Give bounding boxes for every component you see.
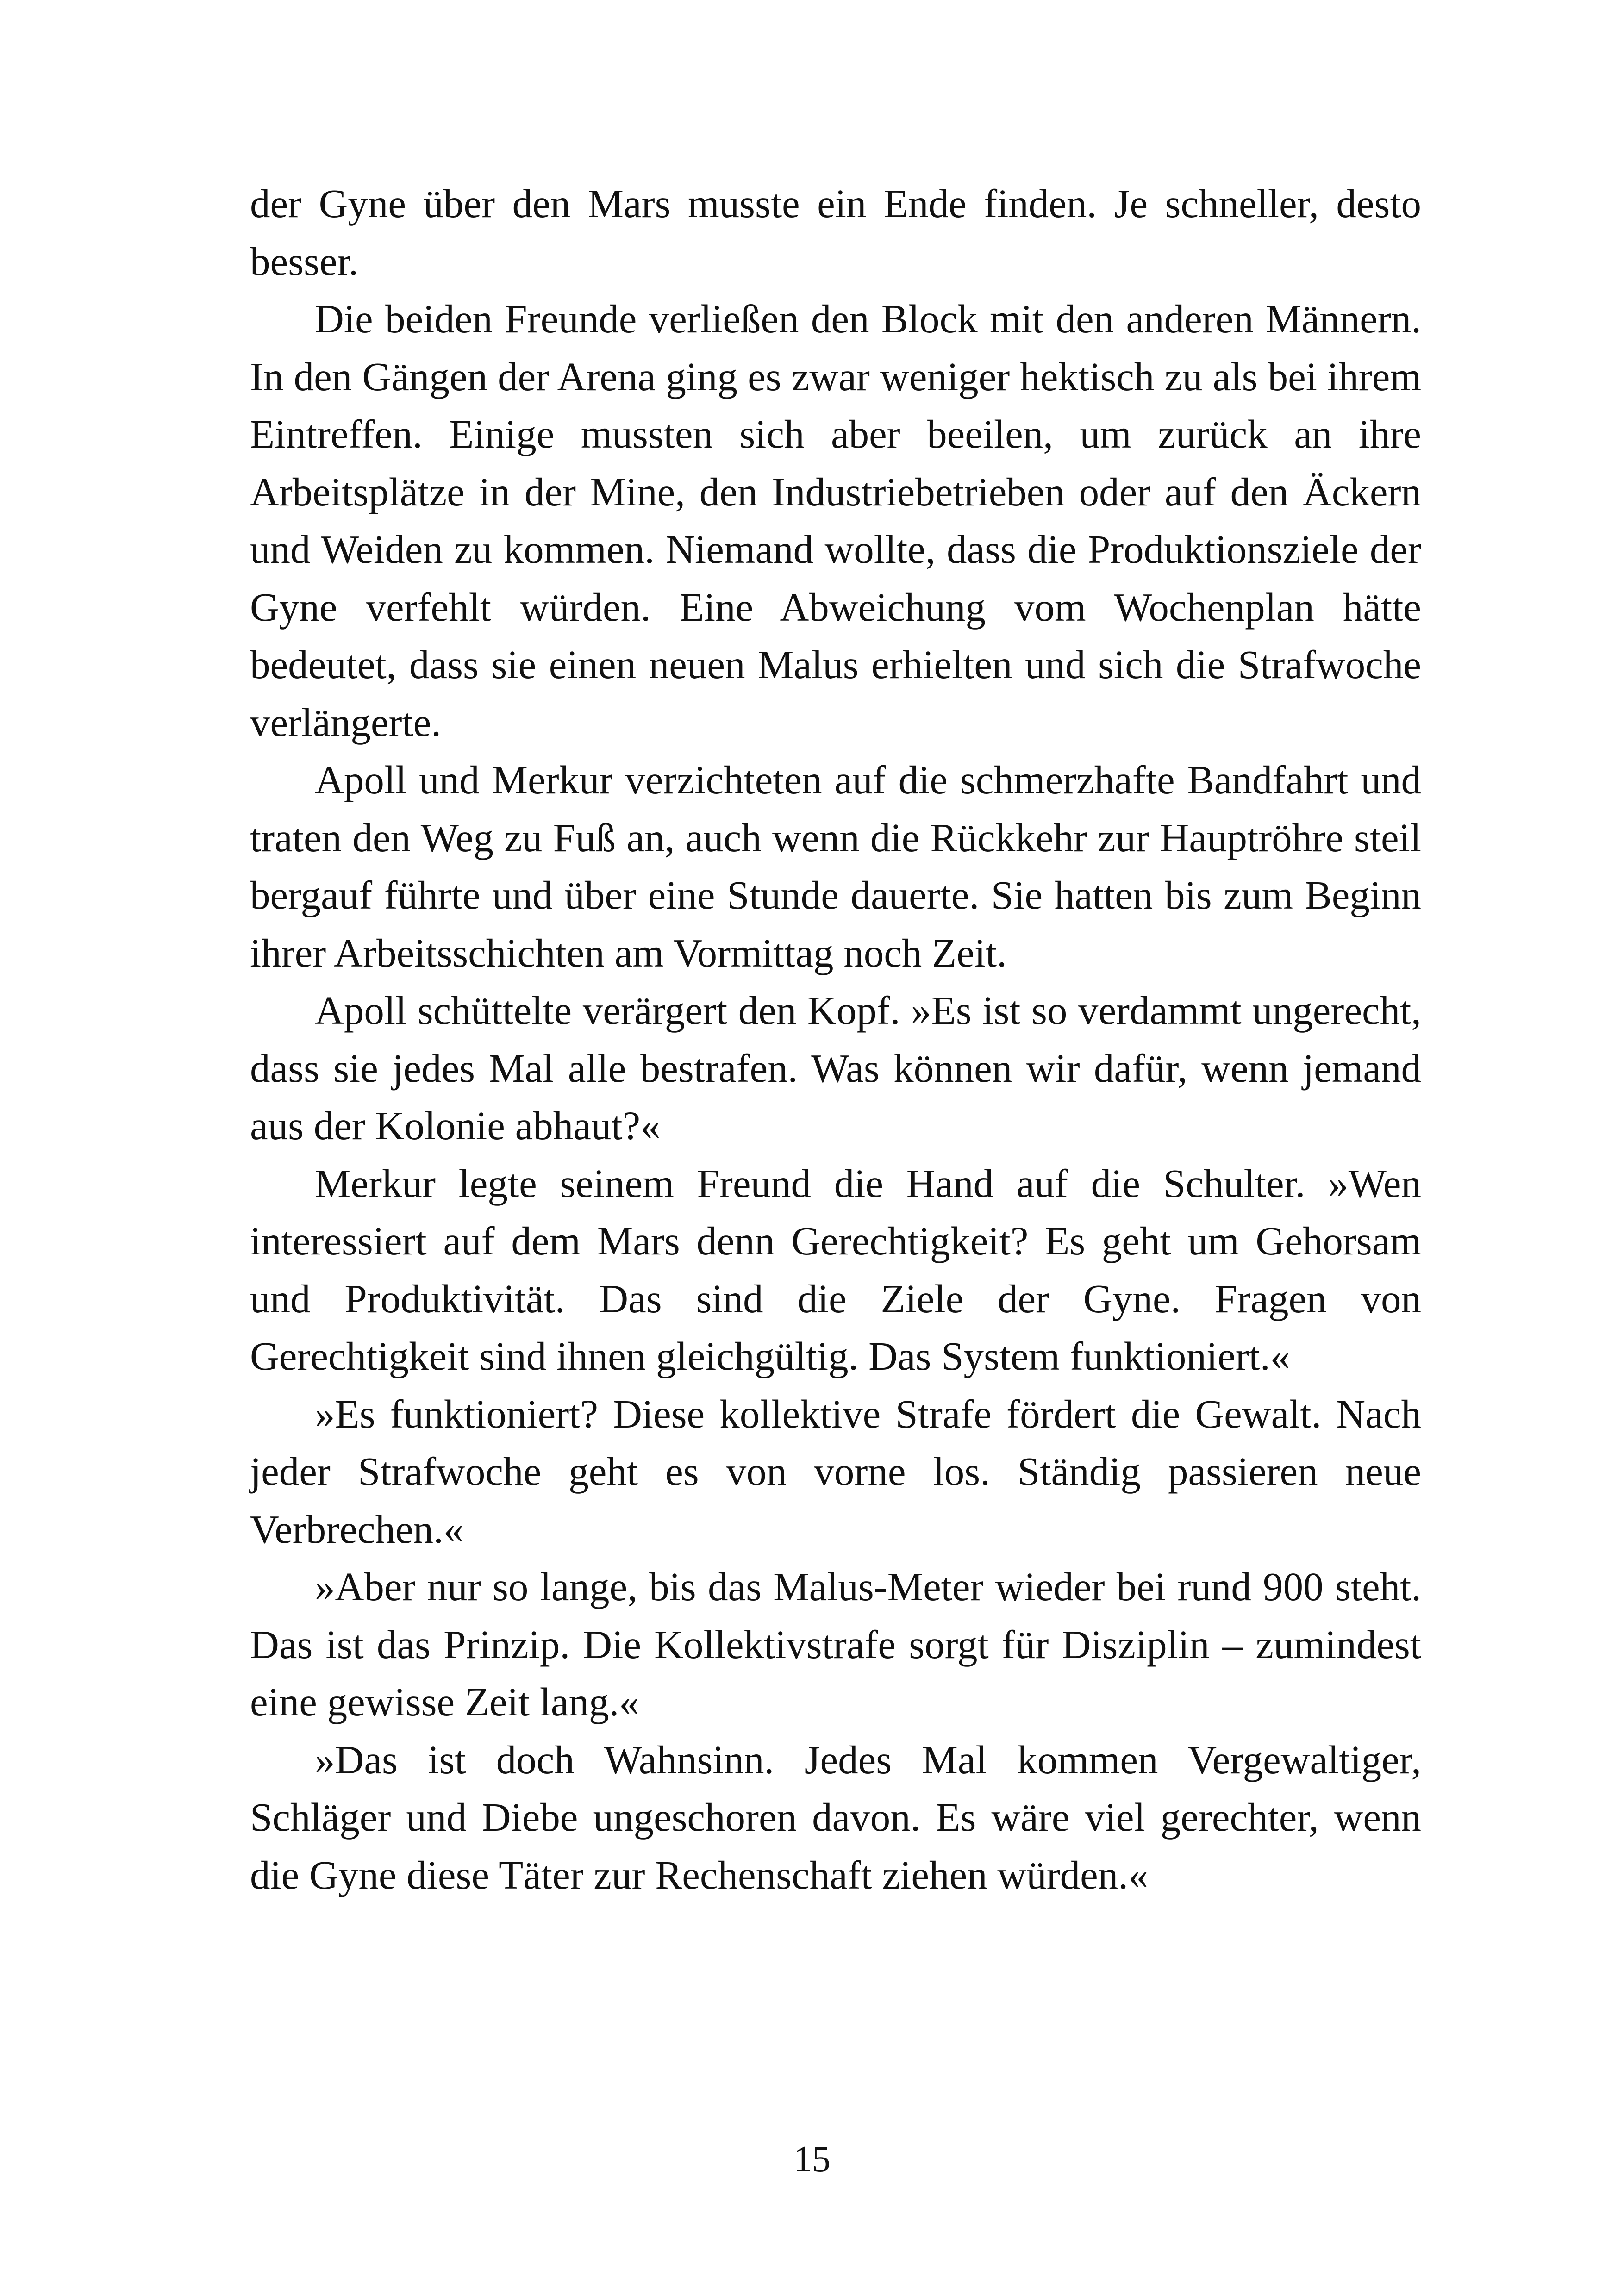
paragraph: »Es funktioniert? Diese kollektive Strafe fördert die Gewalt. Nach jeder Strafwoche geht es von vorne los. Ständig passieren neue Verbrechen.« xyxy=(250,1391,1421,1552)
paragraph: »Das ist doch Wahnsinn. Jedes Mal kommen Vergewaltiger, Schläger und Diebe ungeschoren davon. Es wäre viel gerechter, wenn die Gyne diese Täter zur Rechenschaft ziehen würden.« xyxy=(250,1737,1421,1897)
paragraph: Merkur legte seinem Freund die Hand auf die Schulter. »Wen interessiert auf dem Mars denn Gerechtigkeit? Es geht um Gehorsam und Produktivität. Das sind die Ziele der Gyne. Fragen von Gerechtigkeit sind ihnen gleichgültig. Das System funktioniert.« xyxy=(250,1160,1421,1378)
body-text xyxy=(250,175,1421,1904)
paragraph-continuation: der Gyne über den Mars musste ein Ende finden. Je schneller, desto besser. xyxy=(250,181,1421,284)
paragraph: Apoll und Merkur verzichteten auf die schmerzhafte Bandfahrt und traten den Weg zu Fuß an, auch wenn die Rückkehr zur Hauptröhre steil bergauf führte und über eine Stunde dauerte. Sie hatten bis zum Beginn ihrer Arbeitsschichten am Vormittag noch Zeit. xyxy=(250,757,1421,975)
paragraph: »Aber nur so lange, bis das Malus-Meter wieder bei rund 900 steht. Das ist das Prinzip. Die Kollektivstrafe sorgt für Disziplin – zumindest eine gewisse Zeit lang.« xyxy=(250,1564,1421,1724)
page-number: 15 xyxy=(793,2139,831,2180)
paragraph: Die beiden Freunde verließen den Block mit den anderen Männern. In den Gängen der Arena ging es zwar weniger hektisch zu als bei ihrem Eintreffen. Einige mussten sich aber beeilen, um zurück an ihre Arbeitsplätze in der Mine, den Industriebetrieben oder auf den Äckern und Weiden zu kommen. Niemand wollte, dass die Produktionsziele der Gyne verfehlt würden. Eine Abweichung vom Wochenplan hätte bedeutet, dass sie einen neuen Malus erhielten und sich die Strafwoche verlängerte. xyxy=(250,296,1421,745)
paragraph: Apoll schüttelte verärgert den Kopf. »Es ist so verdammt ungerecht, dass sie jedes Mal alle bestrafen. Was können wir dafür, wenn jemand aus der Kolonie abhaut?« xyxy=(250,988,1421,1148)
